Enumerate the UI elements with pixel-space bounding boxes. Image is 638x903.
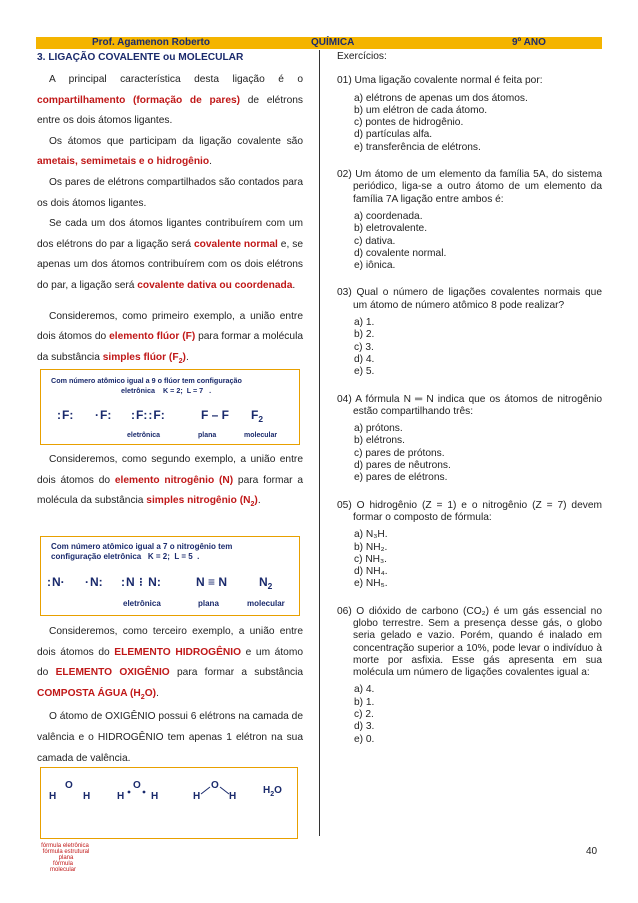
highlight: ELEMENTO OXIGÊNIO <box>55 667 170 679</box>
text: para formar a substância <box>169 667 304 679</box>
question-2 <box>337 169 602 272</box>
question-1 <box>337 75 602 154</box>
paragraph-8: O átomo de OXIGÊNIO possui 6 elétrons na camada de valência e o HIDROGÊNIO tem apenas 1 elétron na sua camada de valência. <box>37 711 303 764</box>
formula-symbol: N <box>259 575 268 589</box>
label-electronic: eletrônica <box>123 599 161 608</box>
paragraph-7 <box>37 622 303 707</box>
question-3 <box>337 287 602 378</box>
nitrogen-box-title: Com número atômico igual a 7 o nitrogênio tem <box>51 542 233 551</box>
subscript: 2 <box>140 692 145 701</box>
answer-option: e) 0. <box>354 733 375 745</box>
bond-line <box>220 787 229 794</box>
highlight: ametais, semimetais e o hidrogênio <box>37 156 210 168</box>
left-column-end <box>37 622 303 769</box>
text: para formar a molécula da substância <box>37 474 304 507</box>
water-h-1: H <box>49 791 57 802</box>
electron-dot <box>143 791 146 794</box>
label-plain: plana <box>198 432 217 439</box>
highlight: elemento nitrogênio (N) <box>114 474 234 486</box>
fluorine-plain: F – F <box>201 408 230 422</box>
text: Os átomos que participam da ligação covalente são <box>49 135 303 147</box>
option-list <box>337 211 602 272</box>
column-divider <box>319 50 320 836</box>
fluorine-config: eletrônica K = 2; L = 7 . <box>121 386 212 395</box>
atom-symbol: F <box>136 408 144 422</box>
text: . <box>257 495 261 507</box>
question-stem: 06) O dióxido de carbono (CO₂) é um gás essencial no globo terrestre. Sem a presença desse gás, o globo seria gelado e vazio. Porém, quando é inalado em concentração superior a 10%, pode levar o indivíduo à morte por asfixia. Esse gás apresenta em sua molécula um número de ligações covalentes igual a: <box>337 605 602 679</box>
question-stem: 02) Um átomo de um elemento da família 5A, do sistema periódico, liga-se a outro átomo de um elemento da família 7A ligação entre ambos é: <box>337 169 602 205</box>
option-list <box>337 93 602 154</box>
paragraph-2 <box>37 132 303 173</box>
answer-option: c) dativa. <box>354 235 396 247</box>
water-label-electronic: fórmula eletrônica <box>41 843 89 849</box>
text: A principal característica desta ligação é o <box>49 74 303 85</box>
fluorine-box-title: Com número atômico igual a 9 o flúor tem configuração <box>51 376 242 385</box>
water-molecular-formula: $H_2O$ <box>263 785 282 798</box>
answer-option: b) um elétron de cada átomo. <box>354 104 488 116</box>
answer-option: e) 5. <box>354 366 375 378</box>
answer-option: a) elétrons de apenas um dos átomos. <box>354 92 528 104</box>
nitrogen-electronic: :N ⁝ N: <box>121 575 162 589</box>
text: para formar a molécula da substância <box>37 331 304 363</box>
text: Consideremos, como terceiro exemplo, a união entre dois átomos do <box>37 626 303 658</box>
option-list <box>337 684 602 745</box>
question-5 <box>337 500 602 591</box>
answer-option: a) 1. <box>354 317 375 329</box>
water-o-2: O <box>133 780 141 791</box>
option-list <box>337 423 602 484</box>
answer-option: a) coordenada. <box>354 210 423 222</box>
answer-option: c) 2. <box>354 709 374 721</box>
water-o-1: O <box>65 780 73 791</box>
water-h-5: H <box>193 791 201 802</box>
answer-option: c) pares de prótons. <box>354 447 445 459</box>
header-grade: 9º ANO <box>512 37 546 48</box>
nitrogen-molecular <box>259 575 272 591</box>
question-stem: 05) O hidrogênio (Z = 1) e o nitrogênio (Z = 7) devem formar o composto de fórmula: <box>337 499 602 523</box>
paragraph-5 <box>37 307 303 372</box>
text: simples flúor (F <box>102 351 179 363</box>
text: e um átomo do <box>37 646 304 679</box>
answer-option: d) covalente normal. <box>354 247 447 259</box>
atom-symbol: N <box>126 575 135 589</box>
atom-symbol: F <box>153 408 161 422</box>
text: Se cada um dos átomos ligantes contribuírem com um dos elétrons do par a ligação será <box>37 218 303 250</box>
text: simples nitrogênio (N <box>146 495 251 507</box>
bond-line <box>201 787 210 794</box>
nitrogen-atom-1: :N· <box>47 575 66 589</box>
option-list <box>337 317 602 378</box>
label-molecular: molecular <box>247 599 285 608</box>
paragraph-6 <box>37 450 303 515</box>
highlight <box>103 352 186 363</box>
subscript: 2 <box>267 581 273 591</box>
highlight: covalente normal <box>193 238 278 250</box>
atom-symbol: F <box>62 408 70 422</box>
water-h-3: H <box>117 791 125 802</box>
label-molecular: molecular <box>244 432 278 439</box>
left-column <box>37 51 303 371</box>
answer-option: e) transferência de elétrons. <box>354 141 481 153</box>
question-6 <box>337 606 602 746</box>
answer-option: d) partículas alfa. <box>354 129 433 141</box>
water-label-structural: fórmula estrutural plana <box>42 849 90 861</box>
fluorine-molecular <box>251 408 263 424</box>
water-box <box>40 767 298 873</box>
highlight: covalente dativa ou coordenada <box>137 279 293 291</box>
page-number: 40 <box>586 846 598 857</box>
exercises-title: Exercícios: <box>337 51 387 62</box>
left-column-continued <box>37 450 303 515</box>
electron-dot <box>128 791 131 794</box>
page-header <box>36 37 602 49</box>
header-author: Prof. Agamenon Roberto <box>92 37 210 48</box>
paragraph-1 <box>37 70 303 132</box>
answer-option: d) NH₄. <box>354 566 388 578</box>
subscript: 2 <box>178 356 183 365</box>
question-stem: 03) Qual o número de ligações covalentes normais que um átomo de número atômico 8 pode realizar? <box>337 287 602 311</box>
water-label-molecular: fórmula molecular <box>49 861 76 873</box>
nitrogen-atom-2: ·N: <box>85 575 104 589</box>
text: de elétrons entre os dois átomos ligantes. <box>37 94 303 127</box>
text: ) <box>182 351 186 363</box>
water-h-4: H <box>151 791 159 802</box>
atom-symbol: N <box>90 575 99 589</box>
question-list <box>337 75 602 746</box>
section-title: 3. LIGAÇÃO COVALENTE ou MOLECULAR <box>37 52 244 63</box>
answer-option: d) 3. <box>354 721 375 733</box>
atom-symbol: N <box>148 575 157 589</box>
answer-option: d) 4. <box>354 353 375 365</box>
answer-option: a) N₃H. <box>354 529 388 541</box>
answer-option: e) iônica. <box>354 260 396 272</box>
answer-option: b) 2. <box>354 329 375 341</box>
paragraph-3: Os pares de elétrons compartilhados são contados para os dois átomos ligantes. <box>37 176 303 209</box>
text: e, se apenas um dos átomos contribuírem com os dois elétrons do par, a ligação será <box>37 238 303 291</box>
text: . <box>209 156 212 168</box>
answer-option: b) 1. <box>354 696 375 708</box>
answer-option: d) pares de nêutrons. <box>354 460 451 472</box>
right-column <box>337 51 602 761</box>
answer-option: b) eletrovalente. <box>354 223 428 235</box>
water-diagram <box>41 768 297 838</box>
fluorine-box <box>40 369 300 445</box>
nitrogen-config: configuração eletrônica K = 2; L = 5 . <box>51 552 200 561</box>
answer-option: e) pares de elétrons. <box>354 472 448 484</box>
question-stem: 04) A fórmula N ═ N indica que os átomos de nitrogênio estão compartilhando três: <box>337 393 602 417</box>
highlight <box>37 688 156 699</box>
highlight: compartilhamento (formação de pares) <box>37 94 241 106</box>
text: . <box>185 351 189 363</box>
text: COMPOSTA ÁGUA (H <box>37 687 141 699</box>
atom-symbol: F <box>100 408 108 422</box>
water-h-2: H <box>83 791 91 802</box>
answer-option: b) elétrons. <box>354 435 405 447</box>
nitrogen-plain: N ≡ N <box>196 575 228 589</box>
answer-option: c) 3. <box>354 341 374 353</box>
subscript: 2 <box>250 500 255 509</box>
highlight: elemento flúor (F) <box>109 331 196 343</box>
text: . <box>292 279 296 291</box>
fluorine-atom-1: :F: <box>57 408 75 422</box>
water-h-6: H <box>229 791 237 802</box>
answer-option: a) prótons. <box>354 423 403 435</box>
nitrogen-box <box>40 536 300 616</box>
subscript: 2 <box>258 414 264 424</box>
atom-symbol: N <box>52 575 61 589</box>
formula-symbol: F <box>251 408 259 422</box>
highlight: ELEMENTO HIDROGÊNIO <box>114 646 241 658</box>
header-subject: QUÍMICA <box>311 37 355 48</box>
fluorine-atom-2: ·F: <box>95 408 113 422</box>
question-4 <box>337 394 602 485</box>
answer-option: c) pontes de hidrogênio. <box>354 117 464 129</box>
answer-option: e) NH₅. <box>354 578 388 590</box>
answer-option: a) 4. <box>354 684 375 696</box>
text: ) <box>254 495 258 507</box>
label-electronic: eletrônica <box>127 432 161 439</box>
text: . <box>156 687 159 699</box>
text: Consideremos, como primeiro exemplo, a união entre dois átomos do <box>37 310 303 343</box>
paragraph-4 <box>37 214 303 296</box>
answer-option: c) NH₃. <box>354 553 388 565</box>
text: O) <box>144 687 157 699</box>
highlight <box>146 495 258 509</box>
water-o-3: O <box>211 780 219 791</box>
fluorine-electronic: :F::F: <box>131 408 166 422</box>
answer-option: b) NH₂. <box>354 541 388 553</box>
label-plain: plana <box>198 599 219 608</box>
text: Consideremos, como segundo exemplo, a união entre dois átomos do <box>37 454 303 486</box>
option-list <box>337 529 602 590</box>
question-stem: 01) Uma ligação covalente normal é feita por: <box>337 75 543 87</box>
